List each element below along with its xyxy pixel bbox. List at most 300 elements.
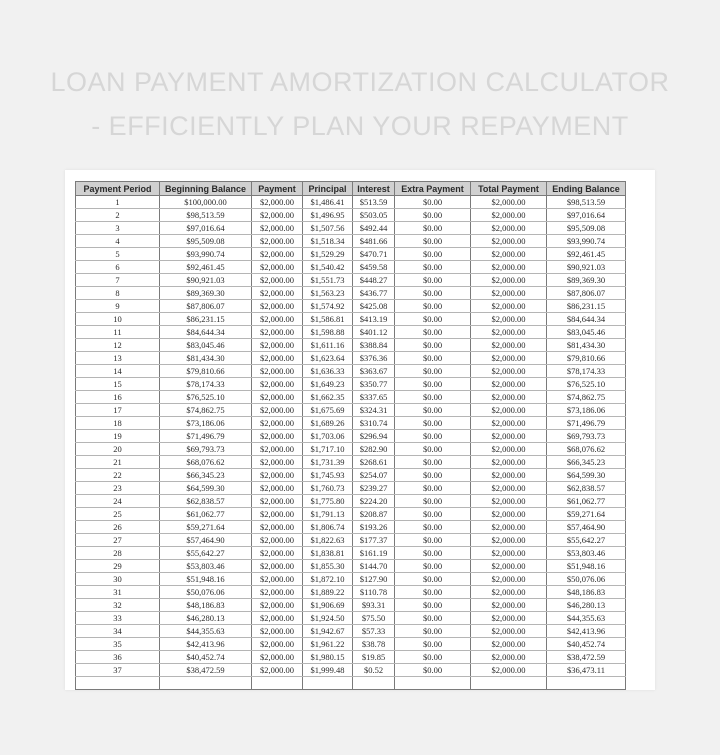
table-cell: $2,000.00 <box>471 417 547 430</box>
table-cell: $0.00 <box>395 443 471 456</box>
table-cell: $0.00 <box>395 248 471 261</box>
table-cell: $66,345.23 <box>160 469 252 482</box>
table-row <box>76 196 626 209</box>
table-cell: $71,496.79 <box>160 430 252 443</box>
table-cell: $53,803.46 <box>160 560 252 573</box>
table-cell: $76,525.10 <box>547 378 626 391</box>
table-cell: $0.00 <box>395 287 471 300</box>
table-cell: 32 <box>76 599 160 612</box>
table-cell: $0.52 <box>353 664 395 677</box>
table-cell: 21 <box>76 456 160 469</box>
table-cell: 17 <box>76 404 160 417</box>
table-cell: $2,000.00 <box>252 261 303 274</box>
table-cell: 25 <box>76 508 160 521</box>
table-cell: $224.20 <box>353 495 395 508</box>
table-cell: $1,806.74 <box>303 521 353 534</box>
table-cell: $2,000.00 <box>252 274 303 287</box>
table-cell: $0.00 <box>395 456 471 469</box>
table-cell: $2,000.00 <box>471 248 547 261</box>
table-row <box>76 456 626 469</box>
table-cell: $0.00 <box>395 261 471 274</box>
table-cell: $78,174.33 <box>547 365 626 378</box>
table-cell: $0.00 <box>395 651 471 664</box>
table-cell: $0.00 <box>395 404 471 417</box>
table-cell: $38.78 <box>353 638 395 651</box>
table-row <box>76 534 626 547</box>
table-cell: $2,000.00 <box>471 274 547 287</box>
table-cell: $84,644.34 <box>547 313 626 326</box>
table-cell: $2,000.00 <box>471 547 547 560</box>
table-cell: 6 <box>76 261 160 274</box>
table-cell: $2,000.00 <box>471 313 547 326</box>
table-cell: 23 <box>76 482 160 495</box>
title-line-1: LOAN PAYMENT AMORTIZATION CALCULATOR <box>50 67 670 97</box>
table-cell: $0.00 <box>395 378 471 391</box>
table-cell: $81,434.30 <box>547 339 626 352</box>
table-cell: $50,076.06 <box>160 586 252 599</box>
table-cell: $83,045.46 <box>160 339 252 352</box>
table-row <box>76 326 626 339</box>
table-cell: $337.65 <box>353 391 395 404</box>
table-cell: 3 <box>76 222 160 235</box>
table-cell: $69,793.73 <box>160 443 252 456</box>
table-cell: $0.00 <box>395 417 471 430</box>
table-cell: $0.00 <box>395 625 471 638</box>
table-cell: $1,598.88 <box>303 326 353 339</box>
table-cell: 1 <box>76 196 160 209</box>
table-cell: 20 <box>76 443 160 456</box>
table-cell: $19.85 <box>353 651 395 664</box>
table-cell: 26 <box>76 521 160 534</box>
table-cell: $2,000.00 <box>471 235 547 248</box>
table-cell: $73,186.06 <box>547 404 626 417</box>
table-cell: $2,000.00 <box>252 339 303 352</box>
table-row <box>76 664 626 677</box>
table-cell: $2,000.00 <box>471 365 547 378</box>
table-row <box>76 209 626 222</box>
table-cell: $1,689.26 <box>303 417 353 430</box>
table-cell: $2,000.00 <box>252 482 303 495</box>
table-cell: $254.07 <box>353 469 395 482</box>
table-cell: $64,599.30 <box>547 469 626 482</box>
table-cell: $0.00 <box>395 300 471 313</box>
table-cell: $83,045.46 <box>547 326 626 339</box>
table-row <box>76 586 626 599</box>
table-cell: $2,000.00 <box>471 560 547 573</box>
table-cell: $2,000.00 <box>471 339 547 352</box>
column-header: Beginning Balance <box>160 182 252 196</box>
table-cell: $1,662.35 <box>303 391 353 404</box>
table-cell: $324.31 <box>353 404 395 417</box>
table-cell: $0.00 <box>395 209 471 222</box>
table-cell: $59,271.64 <box>547 508 626 521</box>
table-cell: $57.33 <box>353 625 395 638</box>
table-cell: $81,434.30 <box>160 352 252 365</box>
table-cell: $2,000.00 <box>252 430 303 443</box>
table-cell: $0.00 <box>395 612 471 625</box>
table-cell: $42,413.96 <box>160 638 252 651</box>
column-header: Payment Period <box>76 182 160 196</box>
table-cell: $2,000.00 <box>252 586 303 599</box>
table-cell: $2,000.00 <box>252 456 303 469</box>
table-cell: $2,000.00 <box>252 287 303 300</box>
empty-row <box>76 677 626 690</box>
table-row <box>76 573 626 586</box>
table-cell: $470.71 <box>353 248 395 261</box>
table-cell: $127.90 <box>353 573 395 586</box>
table-cell: $401.12 <box>353 326 395 339</box>
table-cell: $93,990.74 <box>160 248 252 261</box>
table-cell: $1,745.93 <box>303 469 353 482</box>
table-cell: $62,838.57 <box>160 495 252 508</box>
table-cell: $38,472.59 <box>547 651 626 664</box>
table-cell: $177.37 <box>353 534 395 547</box>
table-cell: $2,000.00 <box>252 326 303 339</box>
table-cell: $69,793.73 <box>547 430 626 443</box>
table-cell: $2,000.00 <box>252 313 303 326</box>
table-cell: $1,906.69 <box>303 599 353 612</box>
amortization-table <box>75 181 626 690</box>
table-cell: $0.00 <box>395 495 471 508</box>
table-cell: $1,507.56 <box>303 222 353 235</box>
table-cell: $0.00 <box>395 508 471 521</box>
table-cell: $0.00 <box>395 469 471 482</box>
table-cell: $1,942.67 <box>303 625 353 638</box>
table-cell: $2,000.00 <box>252 495 303 508</box>
table-cell <box>395 677 471 690</box>
table-row <box>76 521 626 534</box>
table-cell: $0.00 <box>395 547 471 560</box>
table-cell: $2,000.00 <box>252 365 303 378</box>
table-row <box>76 599 626 612</box>
table-cell: $1,791.13 <box>303 508 353 521</box>
table-cell: $413.19 <box>353 313 395 326</box>
table-cell: $350.77 <box>353 378 395 391</box>
table-cell: $2,000.00 <box>252 638 303 651</box>
table-cell: $2,000.00 <box>252 534 303 547</box>
title-line-2: - EFFICIENTLY PLAN YOUR REPAYMENT <box>91 111 629 141</box>
table-cell: 5 <box>76 248 160 261</box>
table-cell: $95,509.08 <box>160 235 252 248</box>
table-cell: $1,961.22 <box>303 638 353 651</box>
table-row <box>76 287 626 300</box>
table-cell: $1,518.34 <box>303 235 353 248</box>
table-cell: $1,703.06 <box>303 430 353 443</box>
table-cell: $1,563.23 <box>303 287 353 300</box>
table-cell: 30 <box>76 573 160 586</box>
table-cell: $2,000.00 <box>471 456 547 469</box>
table-row <box>76 482 626 495</box>
table-cell: $208.87 <box>353 508 395 521</box>
table-cell: $1,551.73 <box>303 274 353 287</box>
column-header: Interest <box>353 182 395 196</box>
table-cell: $2,000.00 <box>252 612 303 625</box>
table-cell: $144.70 <box>353 560 395 573</box>
table-cell: $2,000.00 <box>252 573 303 586</box>
table-cell: $55,642.27 <box>160 547 252 560</box>
table-row <box>76 417 626 430</box>
table-cell: $95,509.08 <box>547 222 626 235</box>
table-cell: $239.27 <box>353 482 395 495</box>
table-body <box>76 196 626 690</box>
table-cell: $44,355.63 <box>547 612 626 625</box>
table-cell: $86,231.15 <box>160 313 252 326</box>
table-cell: $0.00 <box>395 235 471 248</box>
table-cell: $388.84 <box>353 339 395 352</box>
table-cell: $2,000.00 <box>471 352 547 365</box>
table-cell: 16 <box>76 391 160 404</box>
table-cell: $436.77 <box>353 287 395 300</box>
table-cell: 33 <box>76 612 160 625</box>
table-cell: $1,586.81 <box>303 313 353 326</box>
table-cell: $2,000.00 <box>252 469 303 482</box>
table-cell: $46,280.13 <box>547 599 626 612</box>
table-cell: $2,000.00 <box>252 196 303 209</box>
table-cell: $57,464.90 <box>160 534 252 547</box>
table-cell: $2,000.00 <box>252 547 303 560</box>
table-cell: $36,473.11 <box>547 664 626 677</box>
table-cell: $2,000.00 <box>471 612 547 625</box>
table-cell: $0.00 <box>395 391 471 404</box>
table-cell: $0.00 <box>395 430 471 443</box>
table-cell: $2,000.00 <box>252 664 303 677</box>
table-cell: $2,000.00 <box>471 196 547 209</box>
table-cell: $2,000.00 <box>471 222 547 235</box>
table-cell: $2,000.00 <box>471 495 547 508</box>
table-row <box>76 495 626 508</box>
table-cell: $1,872.10 <box>303 573 353 586</box>
table-cell: $66,345.23 <box>547 456 626 469</box>
table-cell: $86,231.15 <box>547 300 626 313</box>
table-cell: $0.00 <box>395 365 471 378</box>
table-cell: $0.00 <box>395 586 471 599</box>
page-title <box>0 60 720 148</box>
table-cell: 29 <box>76 560 160 573</box>
table-cell: $1,980.15 <box>303 651 353 664</box>
table-cell: $1,855.30 <box>303 560 353 573</box>
table-cell: $2,000.00 <box>252 625 303 638</box>
table-cell: $55,642.27 <box>547 534 626 547</box>
table-cell: $98,513.59 <box>547 196 626 209</box>
table-cell: $1,999.48 <box>303 664 353 677</box>
table-cell: $42,413.96 <box>547 625 626 638</box>
table-cell: 11 <box>76 326 160 339</box>
spreadsheet-page <box>65 170 655 690</box>
table-row <box>76 235 626 248</box>
table-cell: $0.00 <box>395 313 471 326</box>
table-cell: 18 <box>76 417 160 430</box>
table-cell: $100,000.00 <box>160 196 252 209</box>
table-cell: $2,000.00 <box>252 235 303 248</box>
table-cell: $1,717.10 <box>303 443 353 456</box>
table-cell: $193.26 <box>353 521 395 534</box>
table-cell: $2,000.00 <box>471 391 547 404</box>
table-cell: $2,000.00 <box>471 469 547 482</box>
table-cell: $1,574.92 <box>303 300 353 313</box>
table-cell: $2,000.00 <box>471 573 547 586</box>
table-cell: $1,486.41 <box>303 196 353 209</box>
table-cell: $2,000.00 <box>252 508 303 521</box>
table-cell: $2,000.00 <box>471 638 547 651</box>
table-cell: $84,644.34 <box>160 326 252 339</box>
table-cell: $71,496.79 <box>547 417 626 430</box>
table-cell: $53,803.46 <box>547 547 626 560</box>
table-header-row <box>76 182 626 196</box>
table-cell <box>303 677 353 690</box>
table-cell: $282.90 <box>353 443 395 456</box>
table-row <box>76 222 626 235</box>
table-cell: $2,000.00 <box>471 651 547 664</box>
table-cell: $93,990.74 <box>547 235 626 248</box>
table-cell: $1,675.69 <box>303 404 353 417</box>
table-cell: $40,452.74 <box>547 638 626 651</box>
table-cell: $0.00 <box>395 534 471 547</box>
table-row <box>76 261 626 274</box>
table-cell: $2,000.00 <box>471 430 547 443</box>
table-cell: $2,000.00 <box>471 586 547 599</box>
table-cell: $97,016.64 <box>160 222 252 235</box>
table-row <box>76 313 626 326</box>
table-cell: $110.78 <box>353 586 395 599</box>
table-cell: $425.08 <box>353 300 395 313</box>
table-cell: $161.19 <box>353 547 395 560</box>
table-cell: $2,000.00 <box>252 209 303 222</box>
table-cell: $492.44 <box>353 222 395 235</box>
table-row <box>76 339 626 352</box>
column-header: Total Payment <box>471 182 547 196</box>
table-cell: $513.59 <box>353 196 395 209</box>
table-row <box>76 508 626 521</box>
table-cell: $0.00 <box>395 664 471 677</box>
table-cell <box>353 677 395 690</box>
table-cell: $89,369.30 <box>547 274 626 287</box>
table-cell: $0.00 <box>395 560 471 573</box>
table-cell: $1,623.64 <box>303 352 353 365</box>
table-cell <box>252 677 303 690</box>
table-cell: $0.00 <box>395 196 471 209</box>
table-row <box>76 352 626 365</box>
table-cell: $2,000.00 <box>252 521 303 534</box>
table-cell: $2,000.00 <box>471 261 547 274</box>
table-cell: $376.36 <box>353 352 395 365</box>
table-cell: $38,472.59 <box>160 664 252 677</box>
table-cell: $0.00 <box>395 274 471 287</box>
table-cell: $51,948.16 <box>547 560 626 573</box>
table-cell: $2,000.00 <box>471 664 547 677</box>
table-cell: 28 <box>76 547 160 560</box>
table-cell: $2,000.00 <box>252 300 303 313</box>
table-cell: $2,000.00 <box>471 300 547 313</box>
table-cell: $68,076.62 <box>160 456 252 469</box>
table-cell: $2,000.00 <box>471 404 547 417</box>
table-cell: $310.74 <box>353 417 395 430</box>
table-cell: $92,461.45 <box>547 248 626 261</box>
table-row <box>76 625 626 638</box>
table-cell: $57,464.90 <box>547 521 626 534</box>
table-cell: $268.61 <box>353 456 395 469</box>
table-cell: $79,810.66 <box>547 352 626 365</box>
table-cell: $97,016.64 <box>547 209 626 222</box>
table-row <box>76 651 626 664</box>
table-row <box>76 547 626 560</box>
table-cell: 13 <box>76 352 160 365</box>
table-row <box>76 430 626 443</box>
table-cell: $481.66 <box>353 235 395 248</box>
table-cell: $0.00 <box>395 599 471 612</box>
table-cell: $87,806.07 <box>547 287 626 300</box>
table-cell: $0.00 <box>395 521 471 534</box>
table-cell: $1,775.80 <box>303 495 353 508</box>
table-cell: $1,924.50 <box>303 612 353 625</box>
table-row <box>76 404 626 417</box>
table-cell: $78,174.33 <box>160 378 252 391</box>
table-row <box>76 469 626 482</box>
table-cell: 36 <box>76 651 160 664</box>
table-row <box>76 300 626 313</box>
table-cell: $90,921.03 <box>160 274 252 287</box>
table-cell: $1,889.22 <box>303 586 353 599</box>
table-cell <box>76 677 160 690</box>
table-cell: 12 <box>76 339 160 352</box>
table-cell: $74,862.75 <box>547 391 626 404</box>
table-cell: $87,806.07 <box>160 300 252 313</box>
table-cell: $44,355.63 <box>160 625 252 638</box>
table-cell: 31 <box>76 586 160 599</box>
table-cell: $2,000.00 <box>252 404 303 417</box>
table-cell: $2,000.00 <box>252 560 303 573</box>
table-cell: $1,611.16 <box>303 339 353 352</box>
table-cell: $2,000.00 <box>471 482 547 495</box>
table-cell: $90,921.03 <box>547 261 626 274</box>
table-cell: $2,000.00 <box>252 248 303 261</box>
table-cell: $2,000.00 <box>471 521 547 534</box>
table-cell <box>160 677 252 690</box>
table-cell: $89,369.30 <box>160 287 252 300</box>
table-cell: $0.00 <box>395 222 471 235</box>
table-row <box>76 378 626 391</box>
table-cell: $75.50 <box>353 612 395 625</box>
table-cell: $46,280.13 <box>160 612 252 625</box>
column-header: Extra Payment <box>395 182 471 196</box>
table-cell: $1,529.29 <box>303 248 353 261</box>
table-cell: $92,461.45 <box>160 261 252 274</box>
table-cell: $2,000.00 <box>252 651 303 664</box>
table-cell: $2,000.00 <box>471 287 547 300</box>
table-cell: 37 <box>76 664 160 677</box>
table-cell: $2,000.00 <box>252 378 303 391</box>
table-cell: $93.31 <box>353 599 395 612</box>
table-cell: $1,496.95 <box>303 209 353 222</box>
column-header: Ending Balance <box>547 182 626 196</box>
table-cell: $98,513.59 <box>160 209 252 222</box>
table-cell: $0.00 <box>395 326 471 339</box>
table-row <box>76 248 626 261</box>
table-row <box>76 274 626 287</box>
table-cell: $1,838.81 <box>303 547 353 560</box>
table-cell: $2,000.00 <box>471 209 547 222</box>
table-cell: 4 <box>76 235 160 248</box>
table-cell: $1,636.33 <box>303 365 353 378</box>
table-row <box>76 612 626 625</box>
column-header: Payment <box>252 182 303 196</box>
table-cell: 2 <box>76 209 160 222</box>
table-cell: $0.00 <box>395 482 471 495</box>
table-cell: $2,000.00 <box>252 222 303 235</box>
table-cell <box>471 677 547 690</box>
table-cell: $48,186.83 <box>547 586 626 599</box>
table-cell: $2,000.00 <box>471 378 547 391</box>
table-cell: $59,271.64 <box>160 521 252 534</box>
